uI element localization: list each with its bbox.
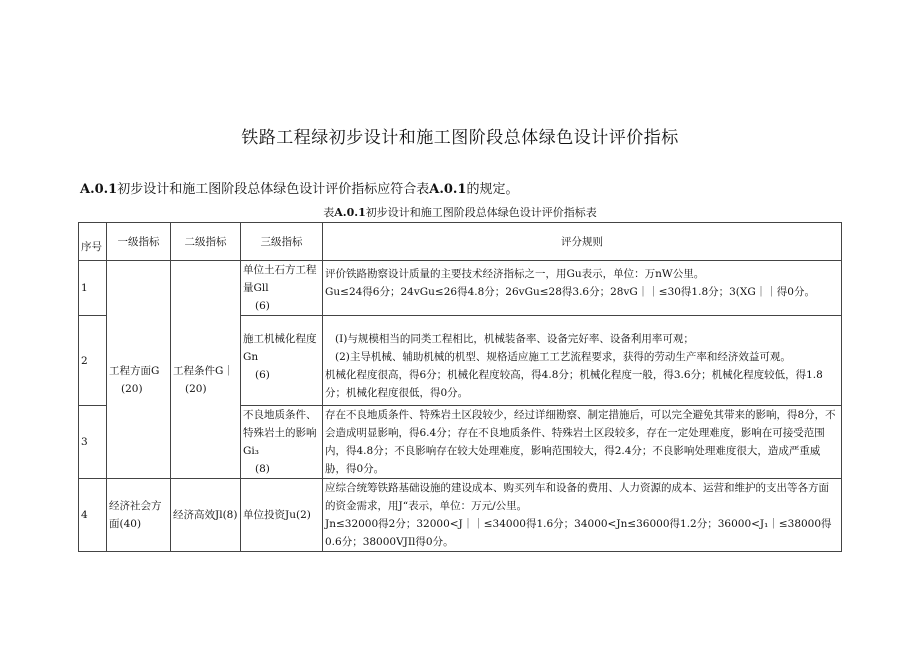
level3-weight: (6) <box>255 300 270 312</box>
row-seq: 1 <box>79 261 107 316</box>
header-seq: 序号 <box>79 223 107 261</box>
clause-number: A.0.1 <box>80 182 118 197</box>
level1-cell <box>107 261 171 479</box>
caption-prefix: 表 <box>323 206 335 219</box>
rules-cell <box>323 479 842 552</box>
level3-name: 不良地质条件、特殊岩土的影响Gi₃ <box>243 409 317 457</box>
level2-cell <box>171 261 241 479</box>
table-header-row <box>79 223 842 261</box>
level2-cell: 经济高效Jl(8) <box>171 479 241 552</box>
rules-cell <box>323 316 842 406</box>
row-seq: 4 <box>79 479 107 552</box>
level3-weight: (8) <box>255 463 270 475</box>
clause-paragraph <box>80 178 519 197</box>
evaluation-table <box>78 222 842 552</box>
table-caption <box>0 204 920 220</box>
row-seq: 3 <box>79 406 107 479</box>
header-level3: 三级指标 <box>241 223 323 261</box>
clause-end: 的规定。 <box>466 182 519 197</box>
document-title: 铁路工程绿初步设计和施工图阶段总体绿色设计评价指标 <box>241 128 679 148</box>
clause-text: 初步设计和施工图阶段总体绿色设计评价指标应符合表 <box>117 182 430 197</box>
level3-cell <box>241 406 323 479</box>
level2-name: 工程条件G｜ <box>173 364 234 377</box>
table-row <box>79 479 842 552</box>
rule-line: (I)与规模相当的同类工程相比，机械装备率、设备完好率、设备利用率可观； <box>335 333 694 345</box>
caption-number: A.0.1 <box>334 206 366 219</box>
level3-cell: 单位投资Ju(2) <box>241 479 323 552</box>
caption-text: 初步设计和施工图阶段总体绿色设计评价指标表 <box>365 206 597 219</box>
rule-line: 评价铁路勘察设计质量的主要技术经济指标之一，用Gu表示，单位：万nW公里。 <box>325 268 705 280</box>
level3-name: 施工机械化程度Gn <box>243 333 317 363</box>
level1-name: 工程方面G <box>109 364 160 377</box>
level1-weight: (20) <box>121 382 143 395</box>
rule-line: (2)主导机械、辅助机械的机型、规格适应施工工艺流程要求，获得的劳动生产率和经济效益可观。 <box>335 351 791 363</box>
level2-weight: (20) <box>185 382 207 395</box>
table-row <box>79 261 842 316</box>
header-level1: 一级指标 <box>107 223 171 261</box>
rule-line: Jn≤32000得2分；32000<J｜｜≤34000得1.6分；34000<Jn≤36000得1.2分；36000<J₁｜≤38000得0.6分；38000VJIl得0分。 <box>325 518 832 548</box>
level1-cell: 经济社会方面(40) <box>107 479 171 552</box>
row-seq: 2 <box>79 316 107 406</box>
level3-cell <box>241 261 323 316</box>
rule-line: 应综合统筹铁路基础设施的建设成本、购买列车和设备的费用、人力资源的成本、运营和维护的支出等各方面的资金需求，用J“表示，单位：万元/公里。 <box>325 482 829 512</box>
level3-name: 单位土石方工程量Gll <box>243 264 317 294</box>
rule-line: Gu≤24得6分；24vGu≤26得4.8分；26vGu≤28得3.6分；28vG｜｜≤30得1.8分；3(XG｜｜得0分。 <box>325 286 815 298</box>
header-level2: 二级指标 <box>171 223 241 261</box>
level3-cell <box>241 316 323 406</box>
header-rules: 评分规则 <box>323 223 842 261</box>
rule-line: 存在不良地质条件、特殊岩土区段较少，经过详细勘察、制定措施后，可以完全避免其带来的影响，得8分，不会造成明显影响，得6.4分；存在不良地质条件、特殊岩土区段较多，存在一定处理难度，影响在可接受范围内，得4.8分；不良影响存在较大处理难度，影响范围较大，得2.4分；不良影响处理难度很大，造成严重威胁，得0分。 <box>325 409 836 475</box>
rule-line: 机械化程度很高，得6分；机械化程度较高，得4.8分；机械化程度一般，得3.6分；机械化程度较低，得1.8分；机械化程度很低，得0分。 <box>325 369 823 399</box>
rules-cell <box>323 406 842 479</box>
clause-table-ref: A.0.1 <box>429 182 467 197</box>
level3-weight: (6) <box>255 369 270 381</box>
rules-cell <box>323 261 842 316</box>
